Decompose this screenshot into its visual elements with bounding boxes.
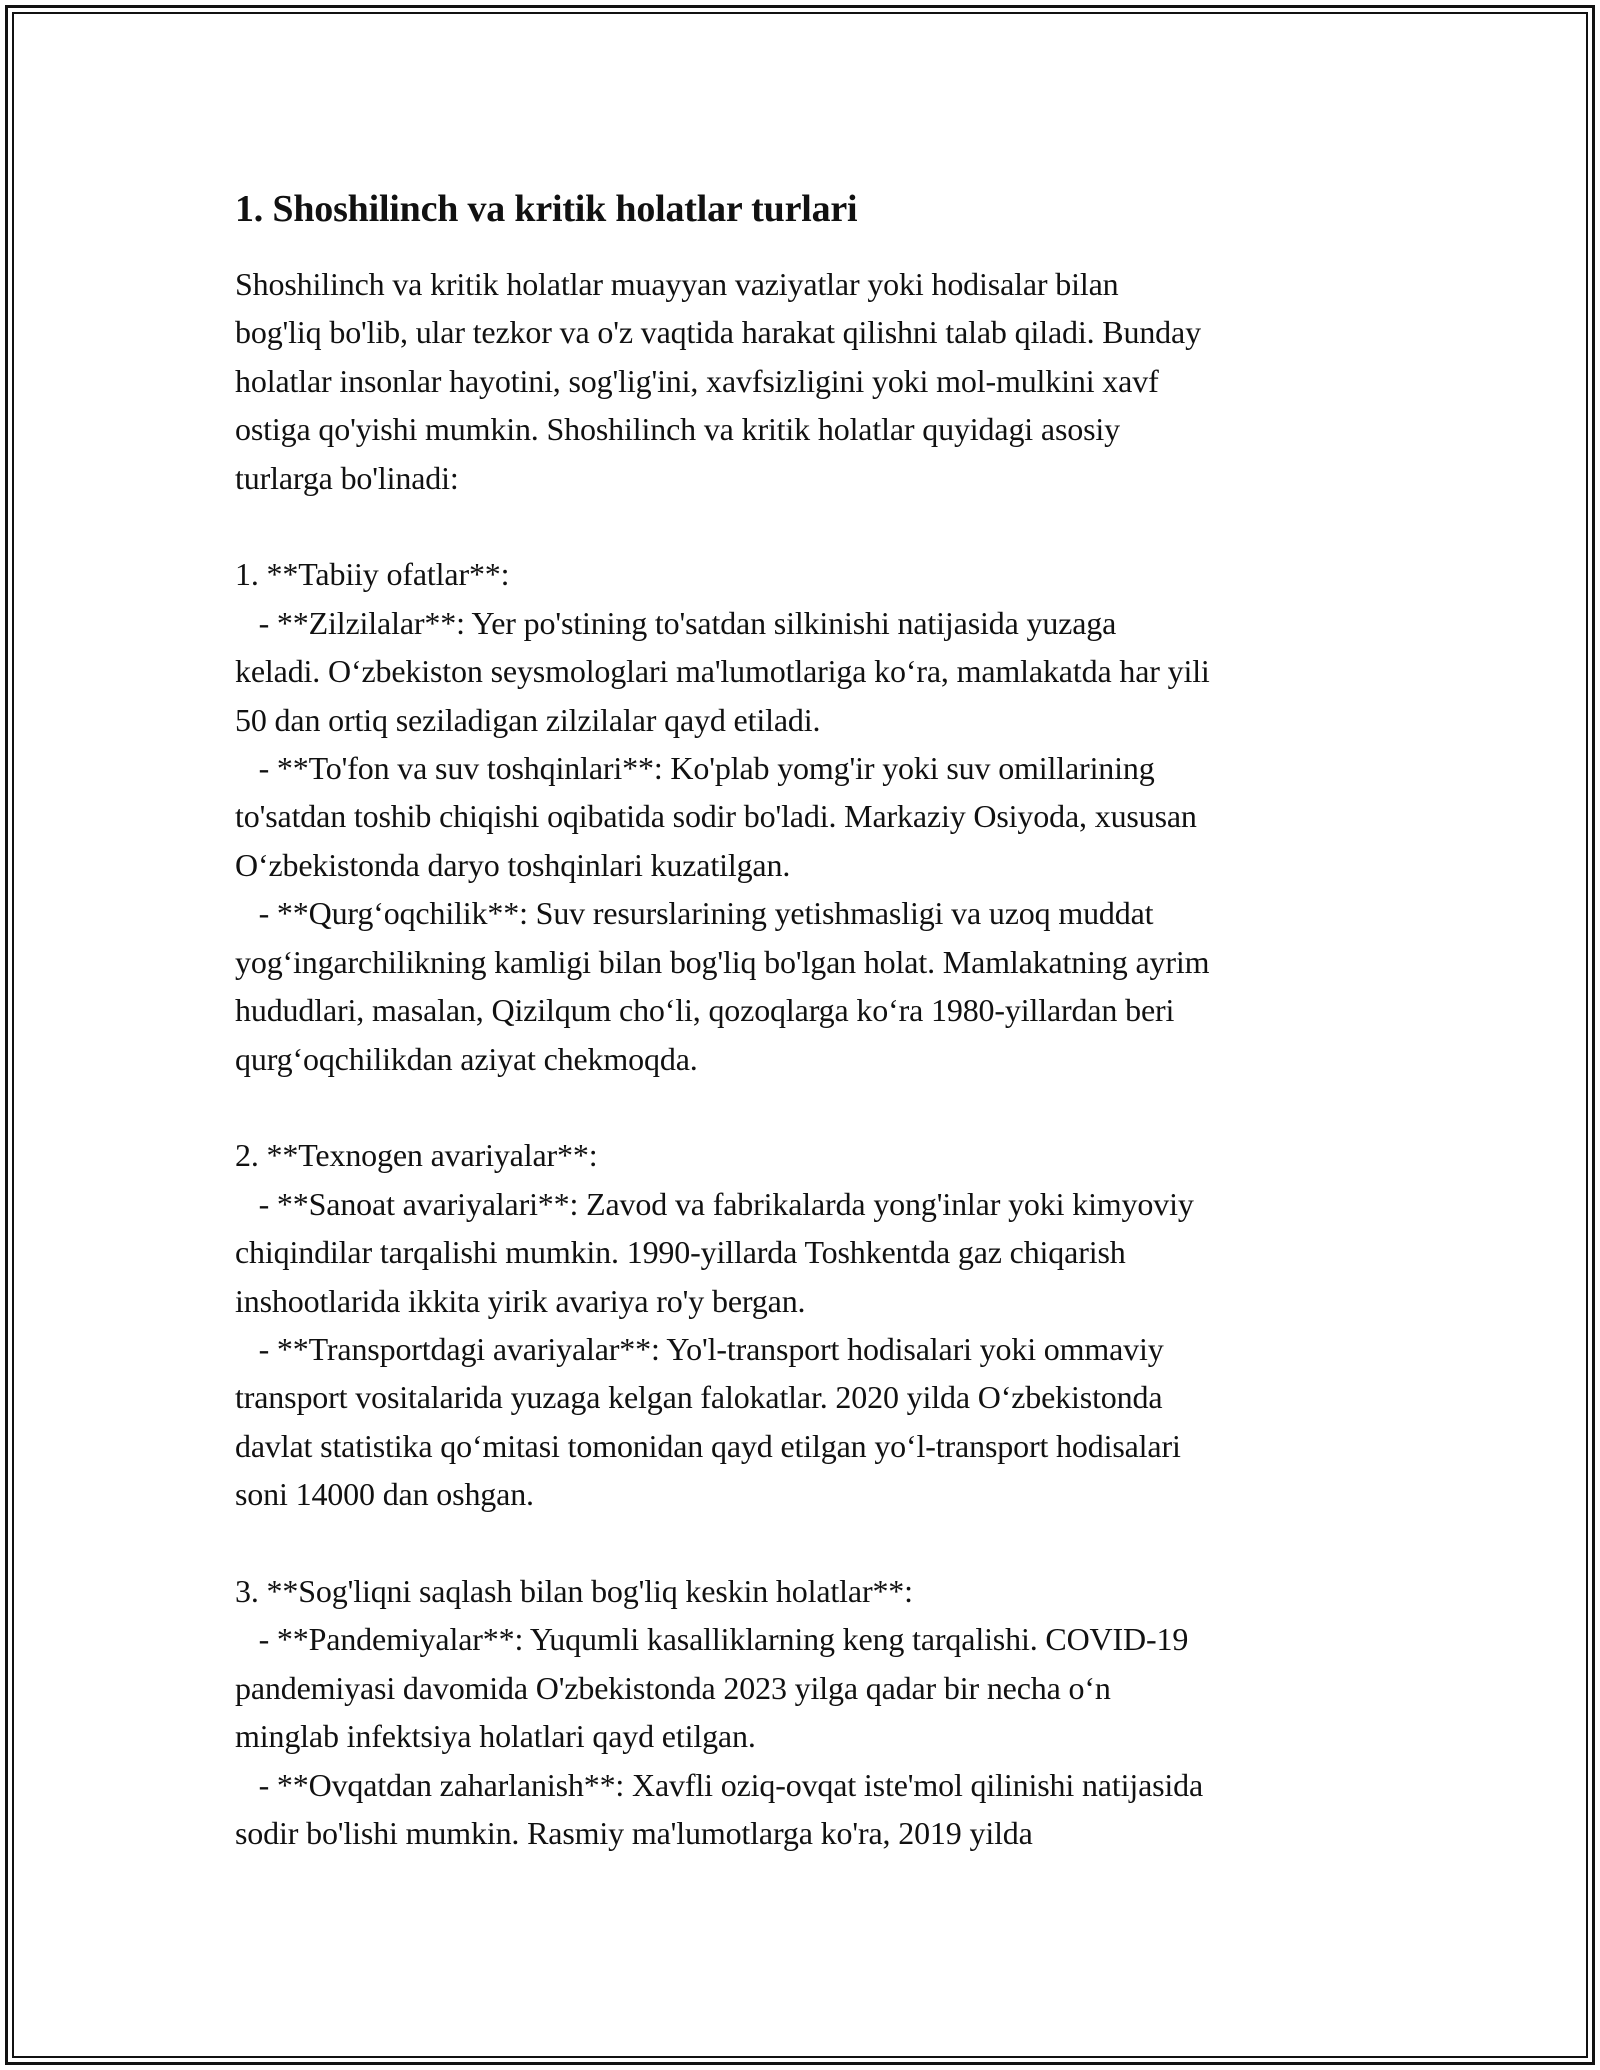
document-title: 1. Shoshilinch va kritik holatlar turlari bbox=[235, 188, 858, 230]
blank-line bbox=[235, 1519, 1375, 1567]
intro-paragraph: Shoshilinch va kritik holatlar muayyan vaziyatlar yoki hodisalar bilan bog'liq bo'lib, ular tezkor va o'z vaqtida harakat qilishni talab qiladi. Bunday holatlar insonlar hayotini, sog'lig'ini, xavfsizligini yoki mol-mulkini xavf ostiga qo'yishi mumkin. Shoshilinch va kritik holatlar quyidagi asosiy turlarga bo'linadi: bbox=[235, 266, 1201, 496]
section-health-emergencies: 3. **Sog'liqni saqlash bilan bog'liq keskin holatlar**: - **Pandemiyalar**: Yuqumli kasalliklarning keng tarqalishi. COVID-19 pandemiyasi davomida O'zbekistonda 2023 yilga qadar bir necha o‘n minglab infektsiya holatlari qayd etilgan. - **Ovqatdan zaharlanish**: Xavfli oziq-ovqat iste'mol qilinishi natijasida sodir bo'lishi mumkin. Rasmiy ma'lumotlarga ko'ra, 2019 yilda bbox=[235, 1572, 1204, 1851]
blank-line bbox=[235, 1083, 1375, 1131]
document-body bbox=[235, 186, 1375, 1857]
section-natural-disasters: 1. **Tabiiy ofatlar**: - **Zilzilalar**: Yer po'stining to'satdan silkinishi natijasida yuzaga keladi. O‘zbekiston seysmologlari ma'lumotlariga ko‘ra, mamlakatda har yili 50 dan ortiq seziladigan zilzilalar qayd etiladi. - **To'fon va suv toshqinlari**: Ko'plab yomg'ir yoki suv omillarining to'satdan toshib chiqishi oqibatida sodir bo'ladi. Markaziy Osiyoda, xususan O‘zbekistonda daryo toshqinlari kuzatilgan. - **Qurg‘oqchilik**: Suv resurslarining yetishmasligi va uzoq muddat yog‘ingarchilikning kamligi bilan bog'liq bo'lgan holat. Mamlakatning ayrim hududlari, masalan, Qizilqum cho‘li, qozoqlarga ko‘ra 1980-yillardan beri qurg‘oqchilikdan aziyat chekmoqda. bbox=[235, 556, 1210, 1077]
section-technogenic-accidents: 2. **Texnogen avariyalar**: - **Sanoat avariyalari**: Zavod va fabrikalarda yong'inlar yoki kimyoviy chiqindilar tarqalishi mumkin. 1990-yillarda Toshkentda gaz chiqarish inshootlarida ikkita yirik avariya ro'y bergan. - **Transportdagi avariyalar**: Yo'l-transport hodisalari yoki ommaviy transport vositalarida yuzaga kelgan falokatlar. 2020 yilda O‘zbekistonda davlat statistika qo‘mitasi tomonidan qayd etilgan yo‘l-transport hodisalari soni 14000 dan oshgan. bbox=[235, 1137, 1194, 1513]
blank-line bbox=[235, 502, 1375, 550]
